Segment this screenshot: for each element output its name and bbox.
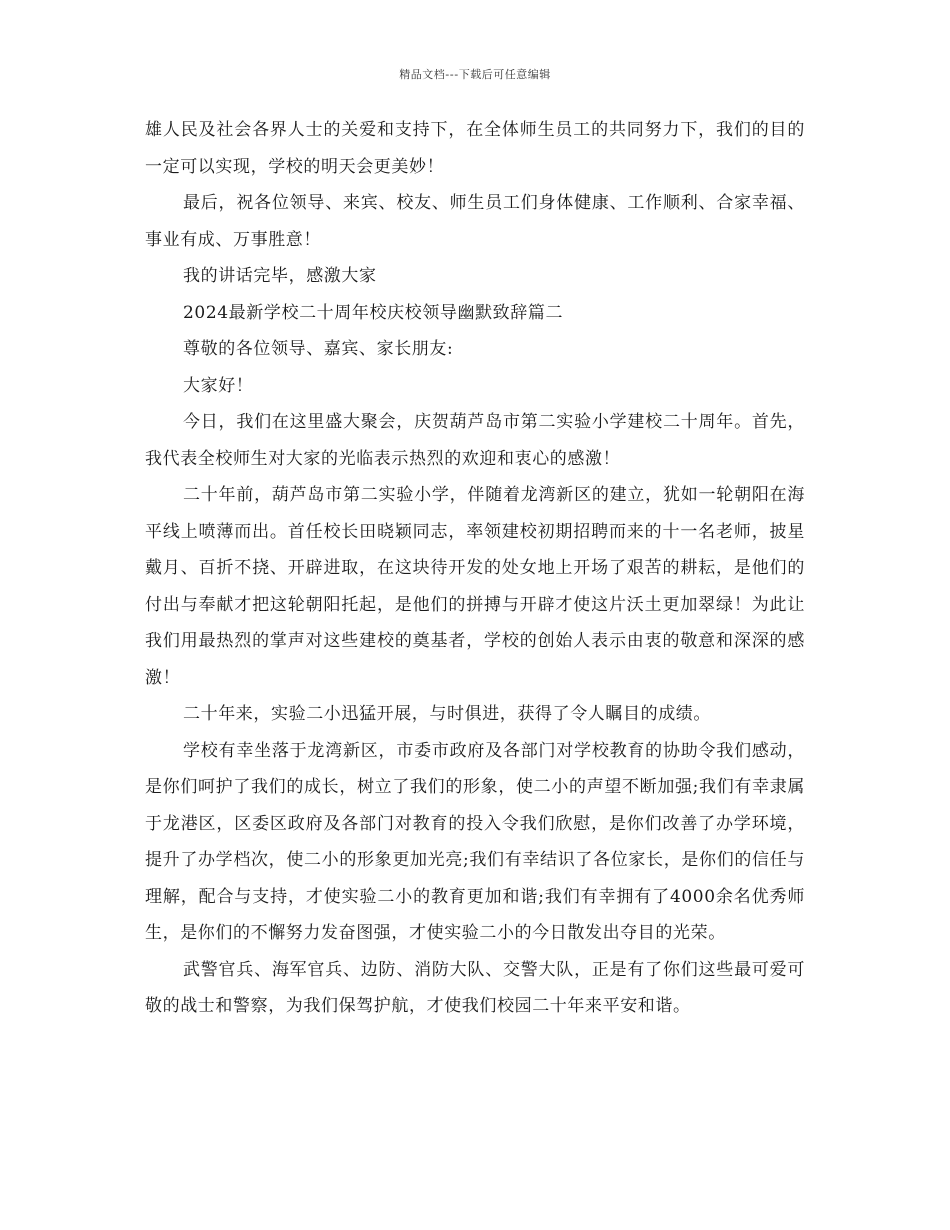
paragraph: 今日，我们在这里盛大聚会，庆贺葫芦岛市第二实验小学建校二十周年。首先，我代表全校师生对大家的光临表示热烈的欢迎和衷心的感激！ (145, 412, 805, 469)
page-header: 精品文档---下载后可任意编辑 (399, 68, 551, 81)
salutation: 尊敬的各位领导、嘉宾、家长朋友: (183, 339, 454, 359)
paragraph: 二十年前，葫芦岛市第二实验小学，伴随着龙湾新区的建立，犹如一轮朝阳在海平线上喷薄而出。首任校长田晓颖同志，率领建校初期招聘而来的十一名老师，披星戴月、百折不挠、开辟进取，在这块待开发的处女地上开场了艰苦的耕耘，是他们的付出与奉献才把这轮朝阳托起，是他们的拼搏与开辟才使这片沃土更加翠绿！为此让我们用最热烈的掌声对这些建校的奠基者，学校的创始人表示由衷的敬意和深深的感激！ (145, 485, 805, 688)
paragraph: 我的讲话完毕，感激大家 (183, 266, 377, 286)
paragraph: 最后，祝各位领导、来宾、校友、师生员工们身体健康、工作顺利、合家幸福、事业有成、万事胜意！ (145, 193, 805, 250)
document-body (145, 112, 805, 1025)
paragraph: 学校有幸坐落于龙湾新区，市委市政府及各部门对学校教育的协助令我们感动，是你们呵护了我们的成长，树立了我们的形象，使二小的声望不断加强;我们有幸隶属于龙港区，区委区政府及各部门对教育的投入令我们欣慰，是你们改善了办学环境，提升了办学档次，使二小的形象更加光亮;我们有幸结识了各位家长，是你们的信任与理解，配合与支持，才使实验二小的教育更加和谐;我们有幸拥有了4000余名优秀师生，是你们的不懈努力发奋图强，才使实验二小的今日散发出夺目的光荣。 (145, 740, 805, 943)
paragraph: 二十年来，实验二小迅猛开展，与时俱进，获得了令人瞩目的成绩。 (183, 704, 711, 724)
paragraph: 武警官兵、海军官兵、边防、消防大队、交警大队，正是有了你们这些最可爱可敬的战士和警察，为我们保驾护航，才使我们校园二十年来平安和谐。 (145, 959, 805, 1016)
greeting: 大家好！ (183, 375, 254, 396)
section-title: 2024最新学校二十周年校庆校领导幽默致辞篇二 (183, 302, 564, 323)
paragraph: 雄人民及社会各界人士的关爱和支持下，在全体师生员工的共同努力下，我们的目的一定可以实现，学校的明天会更美妙！ (145, 120, 805, 177)
